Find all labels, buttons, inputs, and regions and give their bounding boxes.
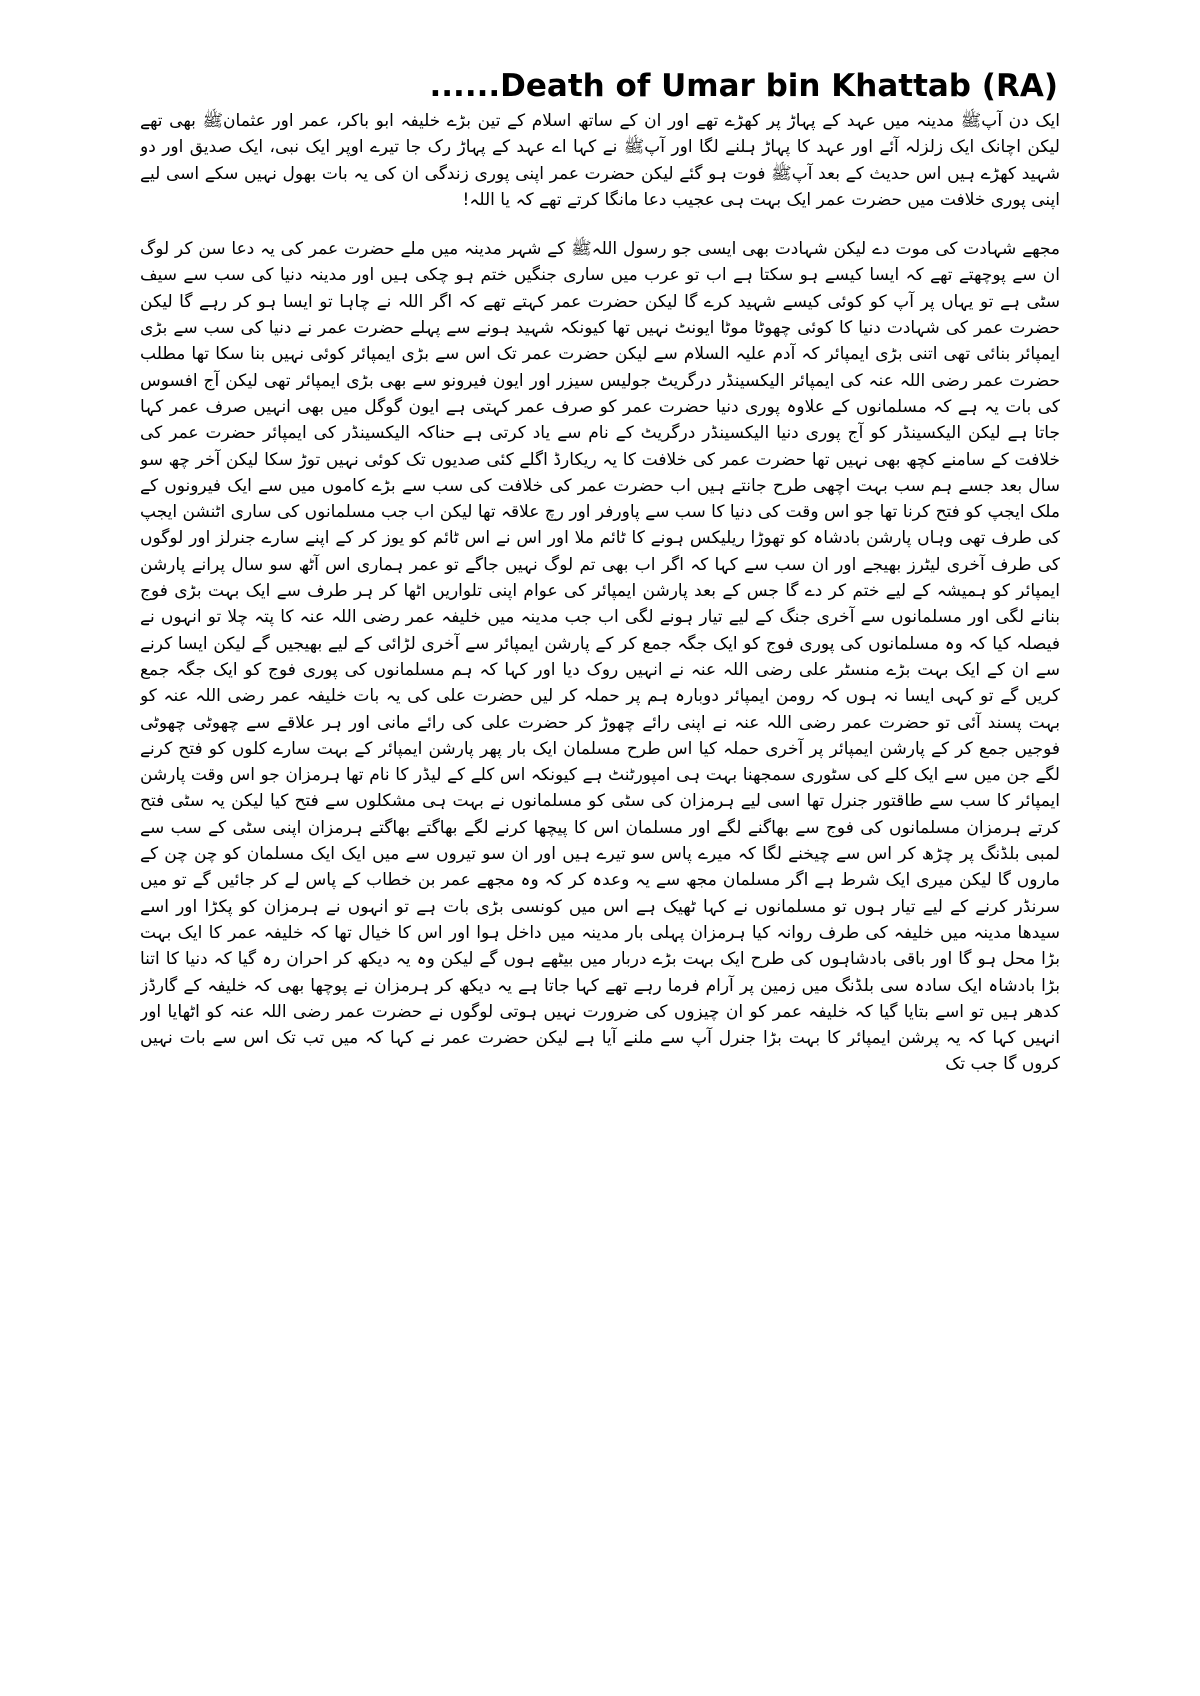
document-page — [140, 64, 1060, 1664]
document-title: ......Death of Umar bin Khattab (RA) — [429, 68, 1058, 104]
paragraph-intro: ایک دن آپﷺ مدینہ میں عہد کے پہاڑ پر کھڑے تھے اور ان کے ساتھ اسلام کے تین بڑے خلیفہ ابو باکر، عمر اور عثمانﷺ بھی تھے لیکن اچانک ایک زلزلہ آئے اور عہد کا پہاڑ ہلنے لگا اور آپﷺ نے کہا اے عہد کے پہاڑ رک جا تیرے اوپر ایک نبی، ایک صدیق اور دو شہید کھڑے ہیں اس حدیث کے بعد آپﷺ فوت ہو گئے لیکن حضرت عمر اپنی پوری زندگی ان کی یہ بات بھول نہیں سکے اسی لیے اپنی پوری خلافت میں حضرت عمر ایک بہت ہی عجیب دعا مانگا کرتے تھے کہ یا اللہ! — [140, 111, 1060, 210]
paragraph-main: مجھے شہادت کی موت دے لیکن شہادت بھی ایسی جو رسول اللہﷺ کے شہر مدینہ میں ملے حضرت عمر کی یہ دعا سن کر لوگ ان سے پوچھتے تھے کہ ایسا کیسے ہو سکتا ہے اب تو عرب میں ساری جنگیں ختم ہو چکی ہیں اور مدینہ دنیا کی سب سے سیف سٹی ہے تو یہاں پر آپ کو کوئی کیسے شہید کرے گا لیکن حضرت عمر کہتے تھے کہ اگر اللہ نے چاہا تو ایسا ہو کر رہے گا لیکن حضرت عمر کی شہادت دنیا کا کوئی چھوٹا موٹا ایونٹ نہیں تھا کیونکہ شہید ہونے سے پہلے حضرت عمر نے دنیا کی سب سے بڑی ایمپائر بنائی تھی اتنی بڑی ایمپائر کہ آدم علیہ السلام سے لیکن حضرت عمر تک اس سے بڑی ایمپائر کوئی نہیں بنا سکا تھا مطلب حضرت عمر رضی اللہ عنہ کی ایمپائر الیکسینڈر درگریٹ جولیس سیزر اور ایون فیرونو سے بھی بڑی ایمپائر تھی لیکن آج افسوس کی بات یہ ہے کہ مسلمانوں کے علاوہ پوری دنیا حضرت عمر کو صرف عمر کہتی ہے ایون گوگل میں بھی انہیں صرف عمر کہا جاتا ہے لیکن الیکسینڈر کو آج پوری دنیا الیکسینڈر درگریٹ کے نام سے یاد کرتی ہے حناکہ الیکسینڈر کی ایمپائر حضرت عمر کی خلافت کے سامنے کچھ بھی نہیں تھا حضرت عمر کی خلافت کا یہ ریکارڈ اگلے کئی صدیوں تک کوئی نہیں توڑ سکا لیکن آخر چھ سو سال بعد جسے ہم سب بہت اچھی طرح جانتے ہیں اب حضرت عمر کی خلافت کی سب سے بڑے کاموں میں سے ایک فیرونوں کے ملک ایجپ کو فتح کرنا تھا جو اس وقت کی دنیا کا سب سے پاورفر اور رچ علاقہ تھا لیکن اب جب مسلمانوں کی ساری اٹنشن ایجپ کی طرف تھی وہاں پارشن بادشاہ کو تھوڑا ریلیکس ہونے کا ٹائم ملا اور اس نے اس ٹائم کو یوز کر کے اپنے سارے جنرلز اور لوگوں کی طرف آخری لیٹرز بھیجے اور ان سب سے کہا کہ اگر اب بھی تم لوگ نہیں جاگے تو عمر ہماری اس آٹھ سو سال پرانے پارشن ایمپائر کو ہمیشہ کے لیے ختم کر دے گا جس کے بعد پارشن ایمپائر کی عوام اپنی تلواریں اٹھا کر ہر طرف سے ایک بہت بڑی فوج بنانے لگی اور مسلمانوں سے آخری جنگ کے لیے تیار ہونے لگی اب جب مدینہ میں خلیفہ عمر رضی اللہ عنہ کا پتہ چلا تو انہوں نے فیصلہ کیا کہ وہ مسلمانوں کی پوری فوج کو ایک جگہ جمع کر کے پارشن ایمپائر سے آخری لڑائی کے لیے بھیجیں گے لیکن ایسا کرنے سے ان کے ایک بہت بڑے منسٹر علی رضی اللہ عنہ نے انہیں روک دیا اور کہا کہ ہم مسلمانوں کی پوری فوج کو ایک جگہ جمع کریں گے تو کہی ایسا نہ ہوں کہ رومن ایمپائر دوبارہ ہم پر حملہ کر لیں حضرت علی کی یہ بات خلیفہ عمر رضی اللہ عنہ کو بہت پسند آئی تو حضرت عمر رضی اللہ عنہ نے اپنی رائے چھوڑ کر حضرت علی کی رائے مانی اور ہر علاقے سے چھوٹی چھوٹی فوجیں جمع کر کے پارشن ایمپائر پر آخری حملہ کیا اس طرح مسلمان ایک بار پھر پارشن ایمپائر کے بہت سارے کلوں کو فتح کرنے لگے جن میں سے ایک کلے کی سٹوری سمجھنا بہت ہی امپورٹنٹ ہے کیونکہ اس کلے کے لیڈر کا نام تھا ہرمزان جو اس وقت پارشن ایمپائر کا سب سے طاقتور جنرل تھا اسی لیے ہرمزان کی سٹی کو مسلمانوں نے بہت ہی مشکلوں سے فتح کیا لیکن یہ سٹی فتح کرتے ہرمزان مسلمانوں کی فوج سے بھاگنے لگے اور مسلمان اس کا پیچھا کرنے لگے بھاگتے بھاگتے ہرمزان اپنی سٹی کے سب سے لمبی بلڈنگ پر چڑھ کر اس سے چیخنے لگا کہ میرے پاس سو تیرے ہیں اور ان سو تیروں سے میں ایک ایک مسلمان کو چن چن کے ماروں گا لیکن میری ایک شرط ہے اگر مسلمان مجھ سے یہ وعدہ کر کہ وہ مجھے عمر بن خطاب کے پاس لے کر جائیں گے تو میں سرنڈر کرنے کے لیے تیار ہوں تو مسلمانوں نے کہا ٹھیک ہے اس میں کونسی بڑی بات ہے تو انہوں نے ہرمزان کو پکڑا اور اسے سیدھا مدینہ میں خلیفہ کی طرف روانہ کیا ہرمزان پہلی بار مدینہ میں داخل ہوا اور اس کا خیال تھا کہ خلیفہ عمر کا ایک بہت بڑا محل ہو گا اور باقی بادشاہوں کی طرح ایک بہت بڑے دربار میں بیٹھے ہوں گے لیکن وہ یہ دیکھ کر احران رہ گیا کہ دنیا کا اتنا بڑا بادشاہ ایک سادہ سی بلڈنگ میں زمین پر آرام فرما رہے تھے کہا جاتا ہے یہ دیکھ کر ہرمزان نے پوچھا بھی کہ خلیفہ کے گارڈز کدھر ہیں تو اسے بتایا گیا کہ خلیفہ عمر کو ان چیزوں کی ضرورت نہیں ہوتی لوگوں نے حضرت عمر رضی اللہ عنہ کو اٹھایا اور انہیں کہا کہ یہ پرشن ایمپائر کا بہت بڑا جنرل آپ سے ملنے آیا ہے لیکن حضرت عمر نے کہا کہ میں تب تک اس سے بات نہیں کروں گا جب تک — [140, 239, 1060, 1075]
